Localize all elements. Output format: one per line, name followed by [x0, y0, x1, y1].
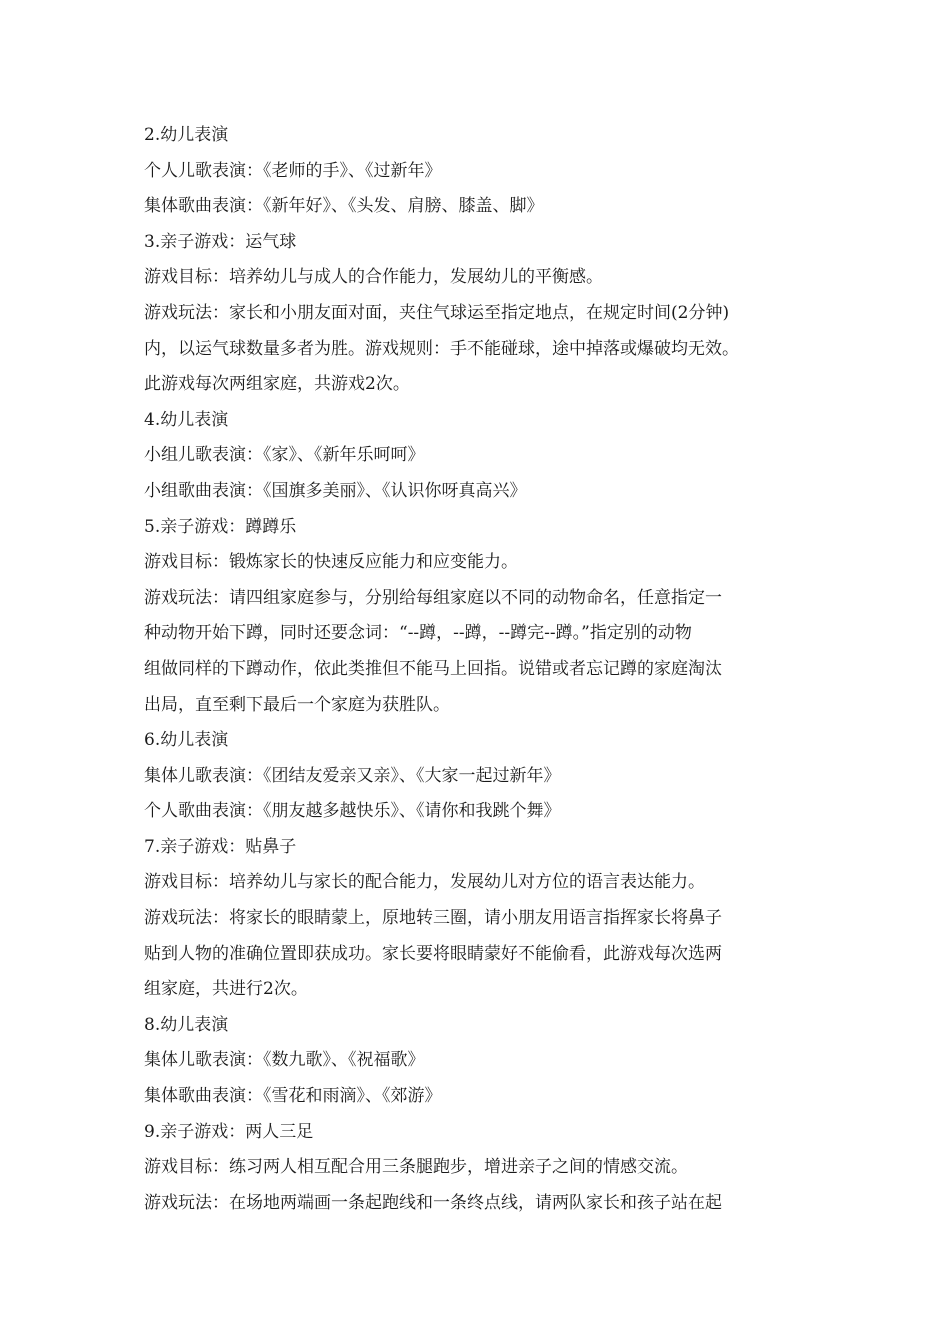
text-line: 个人儿歌表演：《老师的手》、《过新年》	[144, 160, 442, 181]
text-line: 种动物开始下蹲，同时还要念词：“--蹲，--蹲，--蹲完--蹲。”指定别的动物	[144, 623, 692, 644]
section-heading-2: 2.幼儿表演	[144, 125, 229, 145]
text-line: 个人歌曲表演：《朋友越多越快乐》、《请你和我跳个舞》	[144, 801, 561, 822]
text-line: 贴到人物的准确位置即获成功。家长要将眼睛蒙好不能偷看，此游戏每次选两	[144, 943, 722, 964]
section-heading-8: 8.幼儿表演	[144, 1014, 229, 1035]
text-line: 游戏玩法：将家长的眼睛蒙上，原地转三圈，请小朋友用语言指挥家长将鼻子	[144, 908, 722, 929]
section-heading-3: 3.亲子游戏：运气球	[144, 231, 297, 252]
text-line: 集体歌曲表演：《雪花和雨滴》、《郊游》	[144, 1086, 442, 1107]
text-line: 游戏目标：培养幼儿与家长的配合能力，发展幼儿对方位的语言表达能力。	[144, 872, 705, 893]
text-line: 组做同样的下蹲动作，依此类推但不能马上回指。说错或者忘记蹲的家庭淘汰	[144, 658, 722, 679]
text-line: 游戏目标：培养幼儿与成人的合作能力，发展幼儿的平衡感。	[144, 267, 603, 288]
section-heading-7: 7.亲子游戏：贴鼻子	[144, 836, 297, 857]
text-line: 游戏玩法：家长和小朋友面对面，夹住气球运至指定地点，在规定时间(2分钟)	[144, 302, 730, 323]
text-line: 游戏目标：练习两人相互配合用三条腿跑步，增进亲子之间的情感交流。	[144, 1157, 688, 1178]
text-line: 集体歌曲表演：《新年好》、《头发、肩膀、膝盖、脚》	[144, 196, 544, 217]
section-heading-9: 9.亲子游戏：两人三足	[144, 1121, 314, 1142]
document-page	[144, 118, 824, 1221]
text-line: 内，以运气球数量多者为胜。游戏规则：手不能碰球，途中掉落或爆破均无效。	[144, 338, 739, 359]
section-heading-4: 4.幼儿表演	[144, 409, 229, 430]
section-heading-6: 6.幼儿表演	[144, 730, 229, 751]
text-line: 游戏玩法：请四组家庭参与，分别给每组家庭以不同的动物命名，任意指定一	[144, 587, 722, 608]
text-line: 小组歌曲表演：《国旗多美丽》、《认识你呀真高兴》	[144, 480, 527, 501]
text-line: 小组儿歌表演：《家》、《新年乐呵呵》	[144, 445, 425, 466]
text-line: 出局，直至剩下最后一个家庭为获胜队。	[144, 694, 450, 715]
text-line: 游戏玩法：在场地两端画一条起跑线和一条终点线，请两队家长和孩子站在起	[144, 1192, 722, 1213]
text-line: 集体儿歌表演：《团结友爱亲又亲》、《大家一起过新年》	[144, 765, 561, 786]
text-line: 组家庭，共进行2次。	[144, 979, 308, 1000]
text-line: 游戏目标：锻炼家长的快速反应能力和应变能力。	[144, 552, 518, 573]
text-line: 集体儿歌表演：《数九歌》、《祝福歌》	[144, 1050, 425, 1071]
text-line: 此游戏每次两组家庭，共游戏2次。	[144, 374, 410, 395]
section-heading-5: 5.亲子游戏：蹲蹲乐	[144, 516, 297, 537]
